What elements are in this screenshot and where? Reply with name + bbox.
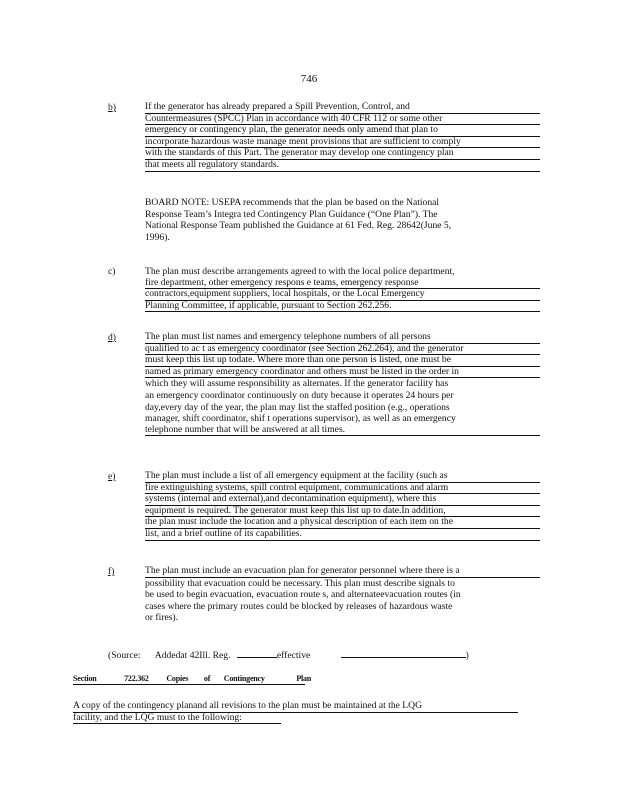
source-open: (Source:: [108, 650, 141, 661]
section-number: 722.362: [124, 674, 149, 683]
text-line: an emergency coordinator continuously on duty because it operates 24 hours per: [145, 389, 454, 401]
text-line: Response Team’s Integra ted Contingency Plan Guidance (“One Plan”). The: [145, 208, 438, 220]
paragraph-b: [108, 102, 540, 172]
blank-line: [341, 648, 466, 658]
paragraph-body: [145, 102, 540, 172]
text-line: fire extinguishing systems, spill control equipment, communications and alarm: [145, 483, 540, 495]
paragraph-body: [145, 566, 540, 624]
page-number: 746: [300, 73, 318, 85]
paragraph-c: [108, 266, 540, 312]
text-line: named as primary emergency coordinator and others must be listed in the order in: [145, 367, 540, 379]
text-line: equipment is required. The generator must keep this list up to date.In addition,: [145, 506, 540, 518]
text-line: National Response Team published the Guidance at 61 Fed. Reg. 28642(June 5,: [145, 220, 452, 232]
blank-line: [237, 648, 277, 658]
paragraph-body: [145, 471, 540, 541]
text-line: The plan must describe arrangements agreed to with the local police department,: [145, 266, 455, 277]
text-line: day,every day of the year, the plan may list the staffed position (e.g., operations: [145, 401, 450, 413]
paragraph-e: [108, 471, 540, 541]
text-line: If the generator has already prepared a Spill Prevention, Control, and: [145, 102, 540, 114]
text-line: the plan must include the location and a physical description of each item on the: [145, 517, 540, 529]
source-close: ): [465, 650, 469, 661]
text-line: manager, shift coordinator, shif t operations supervisor), as well as an emergency: [145, 413, 456, 425]
text-line: The plan must include a list of all emergency equipment at the facility (such as: [145, 471, 540, 483]
text-line: 1996).: [145, 231, 170, 243]
text-line: Planning Committee, if applicable, pursuant to Section 262.256.: [145, 301, 540, 313]
paragraph-d: [108, 332, 540, 436]
text-line: or fires).: [145, 612, 179, 624]
heading-word: Copies: [166, 674, 189, 683]
source-text: Addedat 42Ill. Reg.: [154, 650, 231, 661]
item-marker: f): [108, 566, 115, 577]
text-line: Countermeasures (SPCC) Plan in accordance with 40 CFR 112 or some other: [145, 114, 540, 126]
text-line: that meets all regulatory standards.: [145, 160, 540, 172]
item-marker: e): [108, 471, 116, 482]
text-line: A copy of the contingency planand all revisions to the plan must be maintained at the LQG: [73, 701, 518, 713]
text-line: The plan must include an evacuation plan for generator personnel where there is a: [145, 566, 540, 578]
text-line: The plan must list names and emergency telephone numbers of all persons: [145, 332, 540, 344]
text-line: with the standards of this Part. The generator may develop one contingency plan: [145, 148, 540, 160]
text-line: possibility that evacuation could be necessary. This plan must describe signals to: [145, 577, 455, 589]
item-marker: c): [108, 266, 116, 277]
item-marker: b): [108, 102, 116, 113]
board-note: [145, 197, 540, 243]
paragraph-f: [108, 566, 540, 624]
paragraph-body: [145, 332, 540, 436]
closing-paragraph: [73, 701, 518, 724]
paragraph-body: [145, 266, 540, 312]
heading-word: Contingency: [223, 674, 265, 683]
section-label: Section: [73, 674, 97, 683]
item-marker: d): [108, 332, 116, 343]
heading-word: Plan: [296, 674, 312, 683]
text-line: must keep this list up todate. Where more than one person is listed, one must be: [145, 355, 540, 367]
text-line: which they will assume responsibility as alternates. If the generator facility has: [145, 378, 449, 390]
text-line: telephone number that will be answered at all times.: [145, 425, 540, 437]
text-line: qualified to ac t as emergency coordinator (see Section 262.264), and the generator: [145, 344, 540, 356]
text-line: emergency or contingency plan, the generator needs only amend that plan to: [145, 125, 540, 137]
text-line: be used to begin evacuation, evacuation route s, and alternateevacuation routes (in: [145, 589, 461, 601]
text-line: systems (internal and external),and decontamination equipment), where this: [145, 494, 540, 506]
source-effective: effective: [276, 650, 311, 661]
text-line: BOARD NOTE: USEPA recommends that the plan be based on the National: [145, 197, 440, 208]
text-line: cases where the primary routes could be blocked by releases of hazardous waste: [145, 600, 453, 612]
text-line: list, and a brief outline of its capabilities.: [145, 529, 540, 541]
source-note: [108, 648, 540, 662]
section-heading: [73, 674, 312, 685]
heading-word: of: [203, 674, 211, 683]
text-line: facility, and the LQG must to the following:: [73, 713, 281, 725]
text-line: fire department, other emergency respons e teams, emergency response: [145, 278, 540, 290]
text-line: incorporate hazardous waste manage ment provisions that are sufficient to comply: [145, 137, 540, 149]
text-line: contractors,equipment suppliers, local hospitals, or the Local Emergency: [145, 289, 540, 301]
